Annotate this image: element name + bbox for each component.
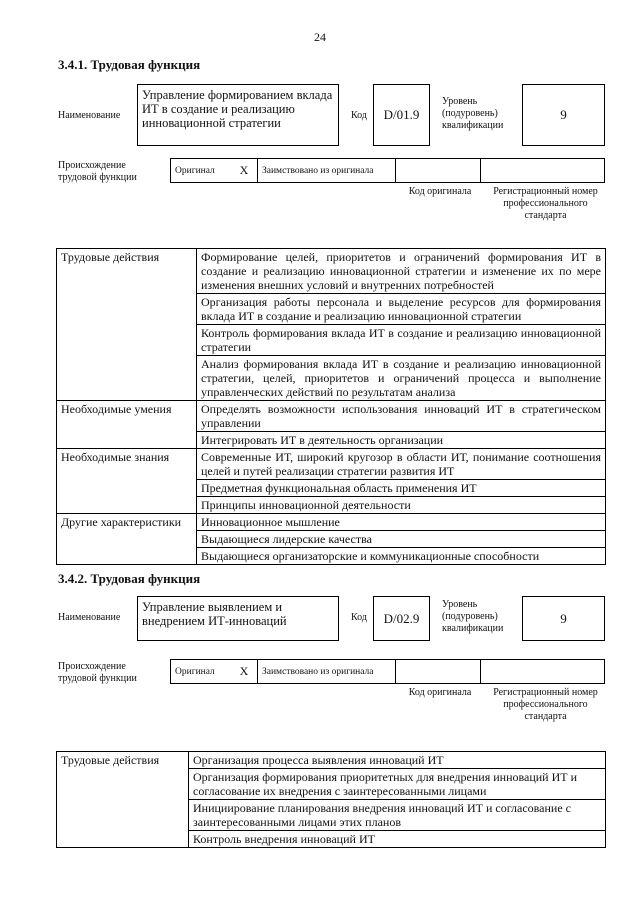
qualification-level: 9 (522, 596, 605, 641)
function-details-table (56, 248, 606, 565)
group-label: Необходимые умения (57, 401, 197, 449)
function-details-table (56, 751, 606, 848)
reg-number-caption: Регистрационный номер профессионального стандарта (493, 186, 598, 221)
name-label: Наименование (58, 110, 121, 121)
table-cell: Формирование целей, приоритетов и ограничений формирования ИТ в создание и реализацию инновационной стратегии и изменение их по мере изменения внешних условий и внутренних потребностей (197, 249, 606, 294)
table-cell: Выдающиеся лидерские качества (197, 531, 606, 548)
level-label: Уровень (подуровень) квалификации (442, 599, 504, 634)
table-cell: Выдающиеся организаторские и коммуникационные способности (197, 548, 606, 565)
function-code: D/01.9 (373, 84, 430, 146)
group-label: Трудовые действия (57, 752, 189, 848)
reg-number-caption: Регистрационный номер профессионального стандарта (493, 687, 598, 722)
table-cell: Инновационное мышление (197, 514, 606, 531)
group-label: Трудовые действия (57, 249, 197, 401)
qualification-level: 9 (522, 84, 605, 146)
group-label: Другие характеристики (57, 514, 197, 565)
borrowed-cell: Заимствовано из оригинала (258, 159, 396, 182)
original-cell: Оригинал (175, 666, 215, 677)
borrowed-cell: Заимствовано из оригинала (258, 660, 396, 683)
original-cell: Оригинал (175, 165, 215, 176)
level-label: Уровень (подуровень) квалификации (442, 96, 504, 131)
table-cell: Определять возможности использования инноваций ИТ в стратегическом управлении (197, 401, 606, 432)
reg-number-cell (481, 159, 605, 182)
table-cell: Инициирование планирования внедрения инноваций ИТ и согласование с заинтересованными лицами этих планов (189, 800, 606, 831)
table-cell: Организация формирования приоритетных для внедрения инноваций ИТ и согласование их внедрения с заинтересованными лицами (189, 769, 606, 800)
origin-table (170, 659, 605, 684)
reg-number-cell (481, 660, 605, 683)
function-name: Управление формированием вклада ИТ в создание и реализацию инновационной стратегии (137, 84, 339, 146)
origin-label: Происхождение трудовой функции (58, 661, 137, 684)
section-title: 3.4.1. Трудовая функция (58, 57, 201, 72)
table-cell: Современные ИТ, широкий кругозор в области ИТ, понимание соотношения целей и путей реализации стратегии развития ИТ (197, 449, 606, 480)
function-name: Управление выявлением и внедрением ИТ-инноваций (137, 596, 339, 641)
section-title: 3.4.2. Трудовая функция (58, 571, 201, 586)
group-label: Необходимые знания (57, 449, 197, 514)
origin-label: Происхождение трудовой функции (58, 160, 137, 183)
table-cell: Организация работы персонала и выделение ресурсов для формирования вклада ИТ в создание и реализацию инновационной стратегии (197, 294, 606, 325)
origin-table (170, 158, 605, 183)
original-mark: X (231, 159, 258, 182)
table-cell: Контроль формирования вклада ИТ в создание и реализацию инновационной стратегии (197, 325, 606, 356)
code-original-caption: Код оригинала (408, 186, 472, 197)
table-cell: Контроль внедрения инноваций ИТ (189, 831, 606, 848)
page-number: 24 (314, 30, 326, 44)
original-code-cell (396, 159, 481, 182)
code-label: Код (351, 110, 367, 121)
code-label: Код (351, 612, 367, 623)
original-mark: X (231, 660, 258, 683)
function-code: D/02.9 (373, 596, 430, 641)
name-label: Наименование (58, 612, 121, 623)
table-cell: Организация процесса выявления инноваций ИТ (189, 752, 606, 769)
table-cell: Анализ формирования вклада ИТ в создание и реализацию инновационной стратегии, целей, приоритетов и ограничений процесса и выполнение управленческих действий по результатам анализа (197, 356, 606, 401)
table-cell: Предметная функциональная область применения ИТ (197, 480, 606, 497)
table-cell: Интегрировать ИТ в деятельность организации (197, 432, 606, 449)
original-code-cell (396, 660, 481, 683)
code-original-caption: Код оригинала (408, 687, 472, 698)
table-cell: Принципы инновационной деятельности (197, 497, 606, 514)
